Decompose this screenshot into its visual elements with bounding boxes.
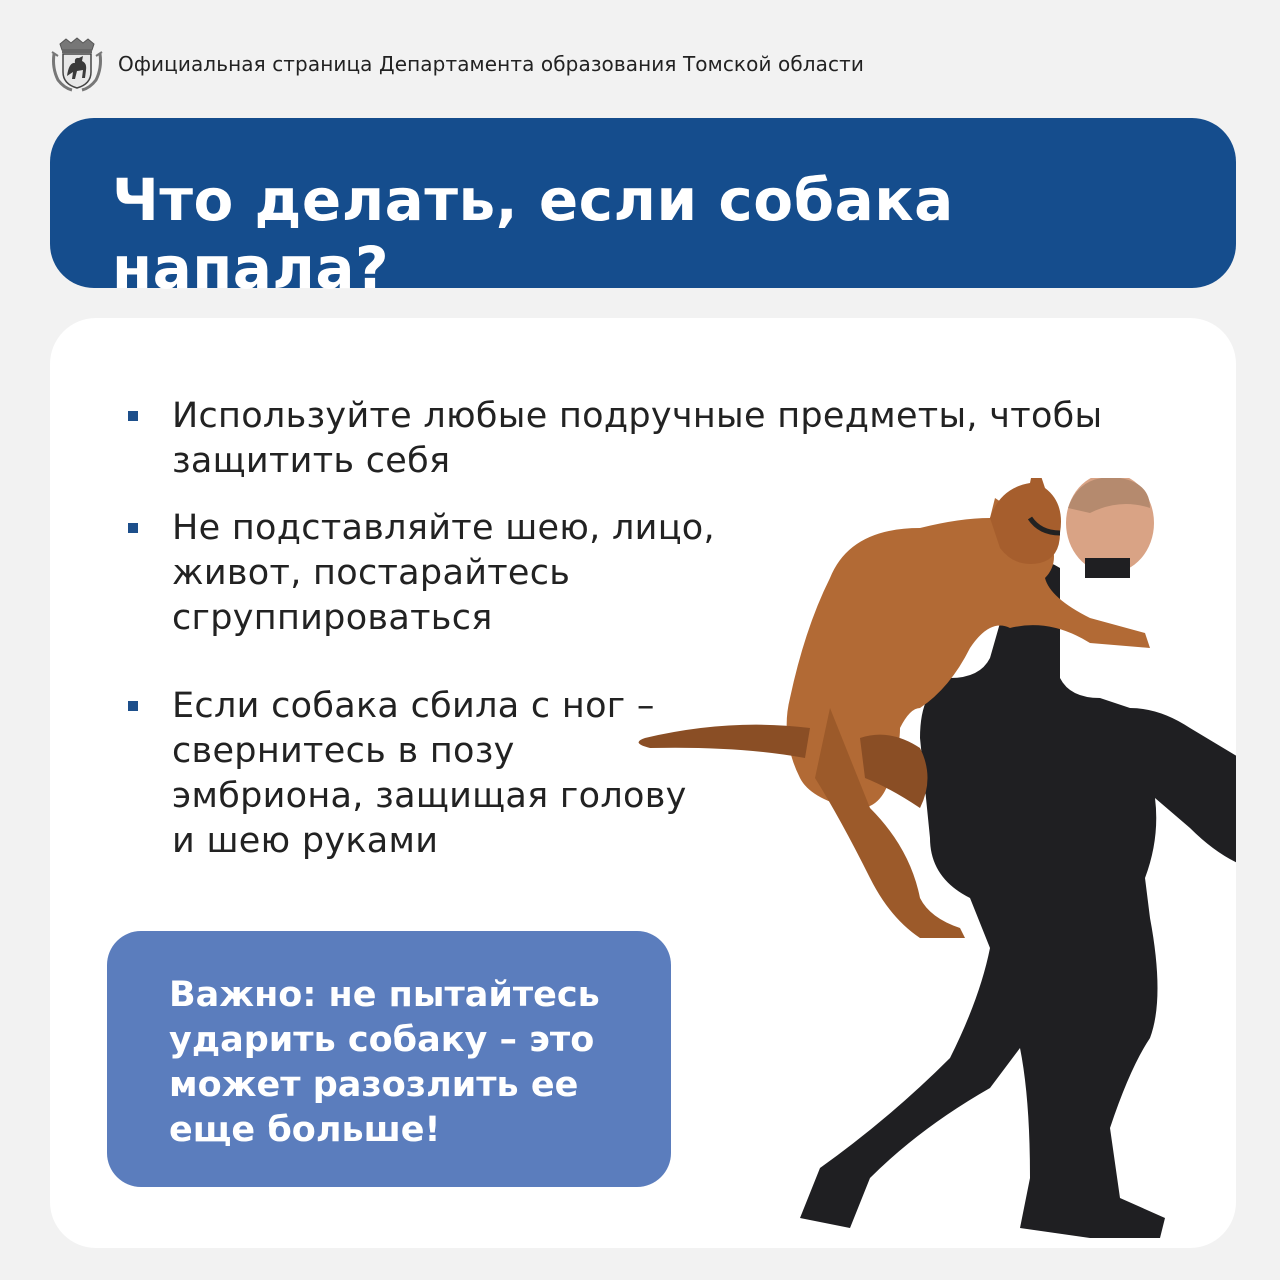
square-bullet-icon xyxy=(128,701,138,711)
warning-box xyxy=(107,931,671,1187)
square-bullet-icon xyxy=(128,411,138,421)
title-banner xyxy=(50,118,1236,302)
content-card xyxy=(50,318,1236,1248)
organization-name: Официальная страница Департамента образования Томской области xyxy=(118,52,864,76)
tip-text: Используйте любые подручные предметы, чтобы защитить себя xyxy=(172,396,1103,481)
tip-text: Не подставляйте шею, лицо, живот, постарайтесь сгруппироваться xyxy=(172,508,715,638)
warning-text: Важно: не пытайтесь ударить собаку – это может разозлить ее еще больше! xyxy=(169,975,600,1150)
tip-text: Если собака сбила с ног – свернитесь в позу эмбриона, защищая голову и шею руками xyxy=(172,686,687,861)
page-title: Что делать, если собака напала? xyxy=(112,166,954,302)
page-header xyxy=(50,36,864,92)
square-bullet-icon xyxy=(128,523,138,533)
coat-of-arms-icon xyxy=(50,36,104,92)
